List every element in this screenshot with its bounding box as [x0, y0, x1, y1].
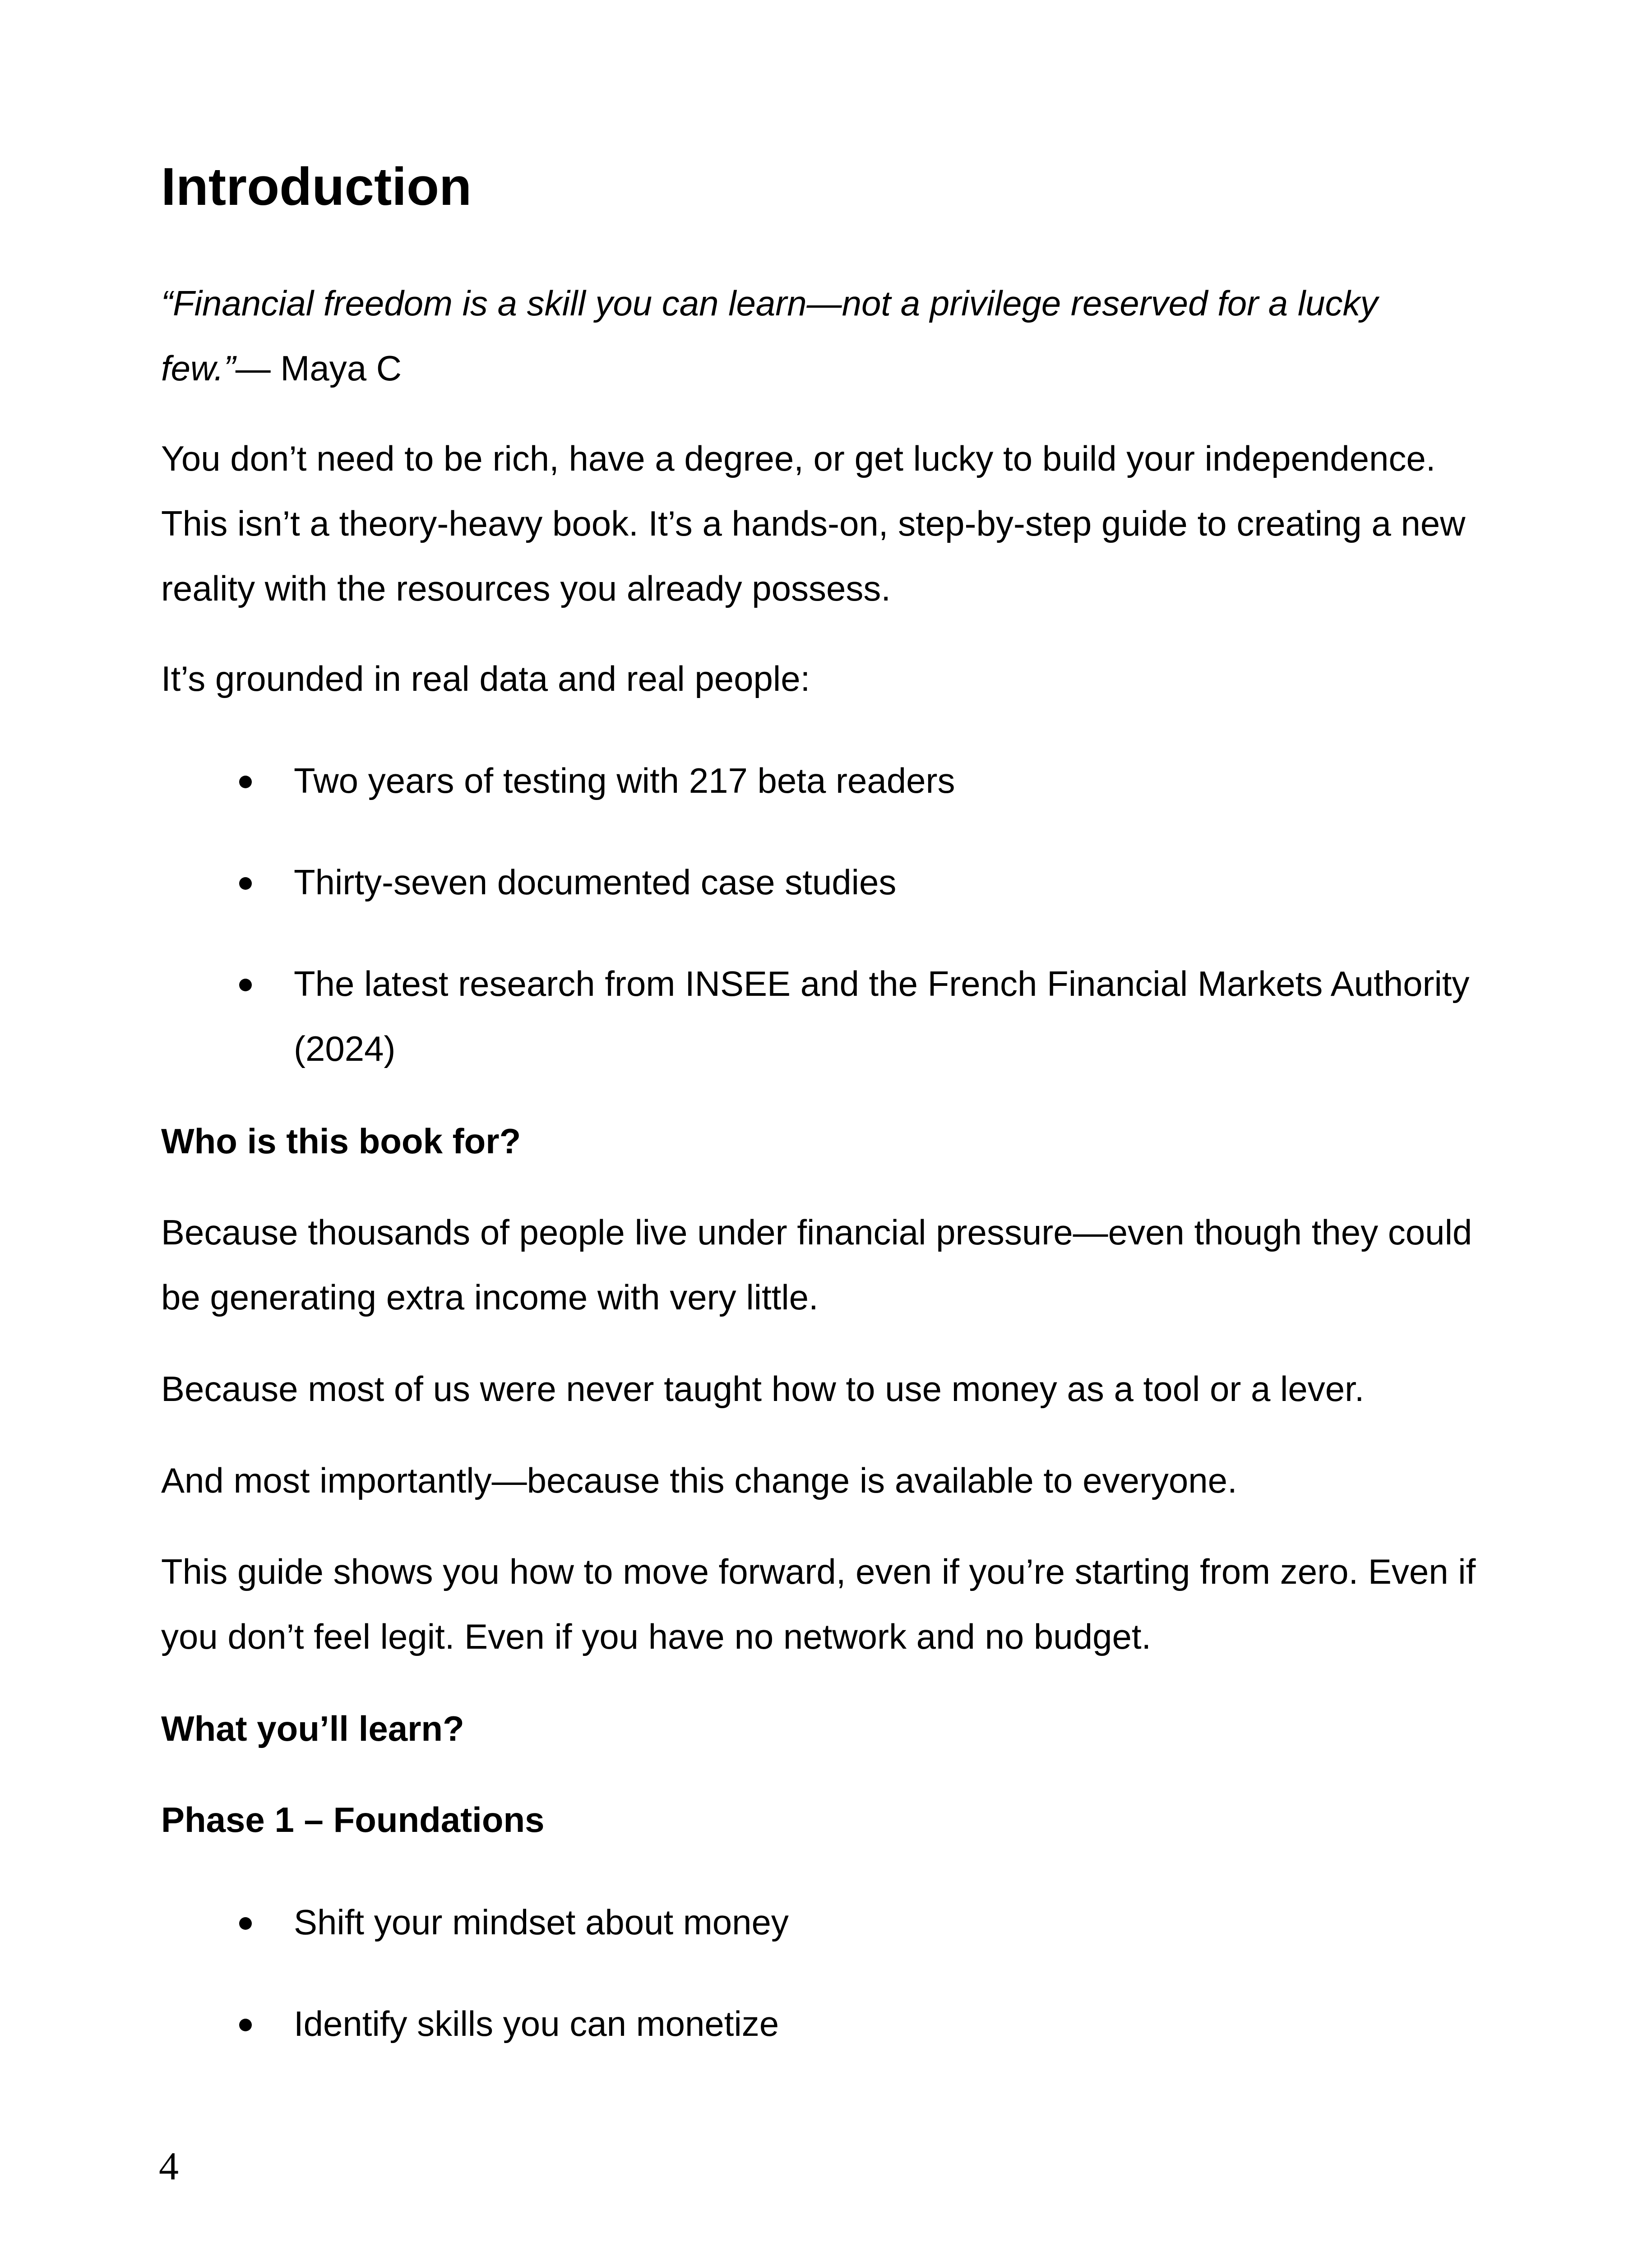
page-title: Introduction: [161, 157, 472, 217]
learning-heading: What you’ll learn?: [161, 1709, 464, 1748]
research-list-item: Thirty-seven documented case studies: [294, 862, 897, 902]
money-tool-paragraph: Because most of us were never taught how to use money as a tool or a lever.: [161, 1369, 1365, 1409]
phase-list-item: Shift your mindset about money: [294, 1902, 789, 1942]
grounded-paragraph: It’s grounded in real data and real people:: [161, 659, 810, 698]
phase-list-item: Identify skills you can monetize: [294, 2004, 779, 2043]
audience-heading: Who is this book for?: [161, 1121, 521, 1161]
availability-paragraph: And most importantly—because this change is available to everyone.: [161, 1461, 1237, 1500]
research-list-item: The latest research from INSEE and the French Financial Markets Authority (2024): [294, 964, 1470, 1068]
list-bullet: [239, 1917, 244, 1922]
list-bullet: [239, 979, 244, 983]
list-bullet: [239, 877, 244, 882]
research-list-item: Two years of testing with 217 beta readers: [294, 761, 955, 800]
guide-paragraph: This guide shows you how to move forward, even if you’re starting from zero. Even if you don’t feel legit. Even if you have no network and no budget.: [161, 1552, 1476, 1656]
list-bullet: [239, 776, 244, 780]
page-number: 4: [159, 2145, 179, 2188]
opening-quote: [161, 271, 1497, 401]
phase-heading: Phase 1 – Foundations: [161, 1800, 545, 1840]
list-bullet: [239, 2019, 244, 2023]
quote-author: — Maya C: [235, 348, 402, 388]
quote-text: “Financial freedom is a skill you can learn—not a privilege reserved for a lucky few.”: [161, 283, 1378, 388]
audience-paragraph: Because thousands of people live under financial pressure—even though they could be generating extra income with very little.: [161, 1212, 1472, 1317]
intro-paragraph: You don’t need to be rich, have a degree, or get lucky to build your independence. This isn’t a theory-heavy book. It’s a hands-on, step-by-step guide to creating a new reality with the resources you already possess.: [161, 439, 1466, 608]
